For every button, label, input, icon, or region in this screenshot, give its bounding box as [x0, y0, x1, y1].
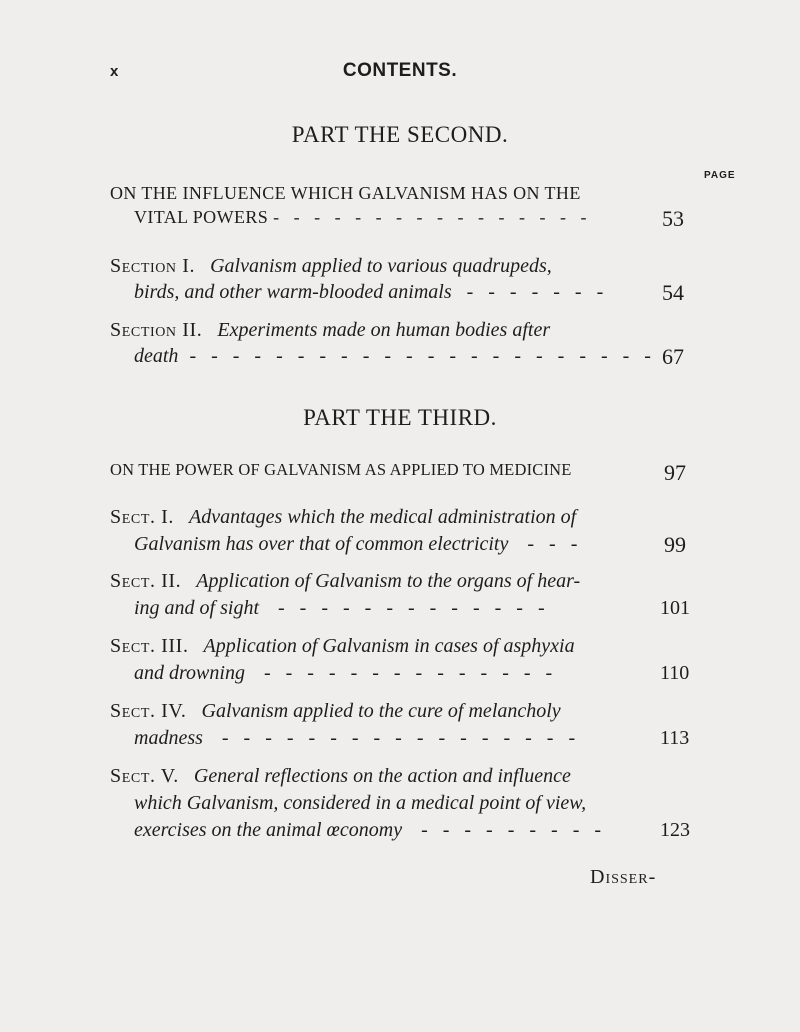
toc-entry-page: 54	[662, 280, 684, 305]
entry-title-line1: Experiments made on human bodies after	[217, 319, 551, 341]
toc-entry-sect-2	[110, 570, 580, 593]
running-head	[0, 60, 800, 84]
toc-entry-sect-5-cont	[134, 792, 586, 815]
toc-entry-page: 101	[660, 597, 690, 619]
entry-label: Section II.	[110, 319, 203, 341]
entry-title-line2: birds, and other warm-blooded animals	[134, 281, 452, 303]
toc-entry-sect-3	[110, 635, 575, 658]
toc-entry-section-1	[110, 255, 552, 278]
entry-title-line1: Application of Galvanism to the organs of hear-	[196, 570, 581, 592]
toc-entry-sect-3-cont	[134, 662, 557, 685]
dot-leader: - - - - - - - - -	[421, 819, 607, 841]
toc-entry-page: 113	[660, 727, 690, 749]
toc-entry-sect-1	[110, 506, 576, 529]
dot-leader: - - - - - - - - - - - - - - - -	[273, 207, 592, 227]
entry-title-line1: Application of Galvanism in cases of asphyxia	[203, 635, 575, 657]
toc-entry-page: 67	[662, 344, 684, 369]
part-three-title: PART THE THIRD.	[303, 405, 497, 430]
running-title: CONTENTS.	[342, 60, 458, 81]
part-two-heading-line2	[134, 207, 592, 228]
dot-leader: - - - - - - - - - - - - - - - - - - - - - -	[189, 345, 656, 367]
part-three-heading: ON THE POWER OF GALVANISM AS APPLIED TO MEDICINE	[110, 460, 572, 479]
part-two-title: PART THE SECOND.	[291, 122, 509, 147]
heading-text: VITAL POWERS	[134, 207, 269, 227]
toc-entry-page: 99	[664, 532, 686, 557]
part-two-heading-line1: ON THE INFLUENCE WHICH GALVANISM HAS ON THE	[110, 183, 581, 203]
entry-label: Sect. V.	[110, 765, 179, 787]
dot-leader: - - - - - - - - - - - - - - - - -	[221, 727, 581, 749]
entry-title-line2: which Galvanism, considered in a medical point of view,	[134, 792, 587, 814]
toc-entry-section-2-cont	[134, 345, 656, 368]
dot-leader: - - -	[527, 533, 583, 555]
entry-label: Sect. III.	[110, 635, 189, 657]
toc-entry-sect-2-cont	[134, 597, 550, 620]
toc-entry-sect-1-cont	[134, 533, 582, 556]
entry-title-line3: exercises on the animal œconomy	[134, 819, 403, 841]
toc-entry-sect-4-cont	[134, 727, 580, 750]
part-two-heading-page: 53	[662, 206, 684, 231]
page-number: x	[110, 63, 119, 80]
entry-label: Sect. II.	[110, 570, 182, 592]
catchword: Disser-	[590, 866, 657, 888]
toc-entry-page: 123	[660, 819, 690, 841]
entry-title-line2: Galvanism has over that of common electricity	[134, 533, 509, 555]
entry-label: Sect. I.	[110, 506, 175, 528]
part-three-heading-page: 97	[664, 460, 686, 485]
entry-title-line2: madness	[134, 727, 203, 749]
entry-title-line1: Advantages which the medical administration of	[189, 506, 577, 528]
toc-entry-sect-5	[110, 765, 571, 788]
entry-title-line2: ing and of sight	[134, 597, 260, 619]
toc-entry-section-2	[110, 319, 550, 342]
toc-entry-page: 110	[660, 662, 690, 684]
dot-leader: - - - - - - -	[466, 281, 609, 303]
toc-entry-section-1-cont	[134, 281, 608, 304]
dot-leader: - - - - - - - - - - - - - -	[263, 662, 558, 684]
page-column-label: PAGE	[704, 170, 736, 181]
entry-title-line1: Galvanism applied to various quadrupeds,	[210, 255, 552, 277]
toc-entry-sect-4	[110, 700, 561, 723]
entry-label: Sect. IV.	[110, 700, 187, 722]
toc-entry-sect-5-cont2	[134, 819, 606, 842]
dot-leader: - - - - - - - - - - - - -	[278, 597, 550, 619]
entry-title-line1: General reflections on the action and influence	[193, 765, 571, 787]
entry-title-line2: and drowning	[134, 662, 245, 684]
entry-title-line2: death	[134, 345, 179, 367]
entry-title-line1: Galvanism applied to the cure of melancholy	[201, 700, 561, 722]
entry-label: Section I.	[110, 255, 196, 277]
